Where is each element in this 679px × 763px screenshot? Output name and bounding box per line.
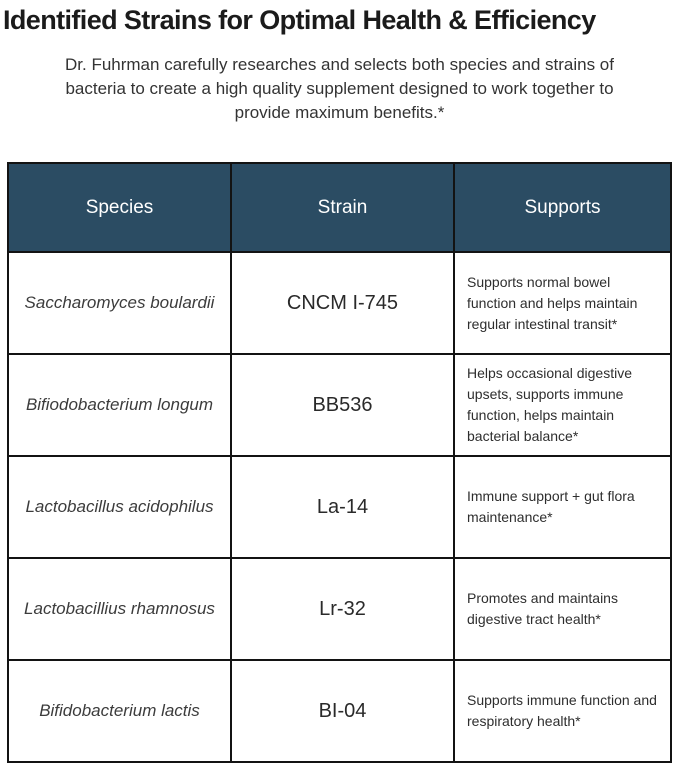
page-subtitle: Dr. Fuhrman carefully researches and selects both species and strains of bacteria to create a high quality supplement designed to work together to provide maximum benefits.* <box>65 55 614 123</box>
table-row <box>8 558 671 660</box>
strain-cell: Lr-32 <box>231 558 454 660</box>
table-header <box>8 163 671 252</box>
supports-cell: Helps occasional digestive upsets, supports immune function, helps maintain bacterial balance* <box>454 354 671 456</box>
header-row <box>8 163 671 252</box>
column-header-strain: Strain <box>231 163 454 252</box>
strain-cell: CNCM I-745 <box>231 252 454 354</box>
strain-cell: BB536 <box>231 354 454 456</box>
strains-table <box>7 162 672 763</box>
supports-cell: Supports immune function and respiratory health* <box>454 660 671 762</box>
column-header-species: Species <box>8 163 231 252</box>
page-title: Identified Strains for Optimal Health & Efficiency <box>3 5 596 35</box>
species-cell: Bifidobacterium lactis <box>8 660 231 762</box>
column-header-supports: Supports <box>454 163 671 252</box>
table-row <box>8 354 671 456</box>
supports-cell: Immune support + gut flora maintenance* <box>454 456 671 558</box>
table-body <box>8 252 671 762</box>
species-cell: Lactobacillius rhamnosus <box>8 558 231 660</box>
table-row <box>8 252 671 354</box>
table-row <box>8 456 671 558</box>
species-cell: Bifiodobacterium longum <box>8 354 231 456</box>
strain-cell: BI-04 <box>231 660 454 762</box>
table-row <box>8 660 671 762</box>
supports-cell: Promotes and maintains digestive tract health* <box>454 558 671 660</box>
species-cell: Lactobacillus acidophilus <box>8 456 231 558</box>
supports-cell: Supports normal bowel function and helps maintain regular intestinal transit* <box>454 252 671 354</box>
species-cell: Saccharomyces boulardii <box>8 252 231 354</box>
strain-cell: La-14 <box>231 456 454 558</box>
